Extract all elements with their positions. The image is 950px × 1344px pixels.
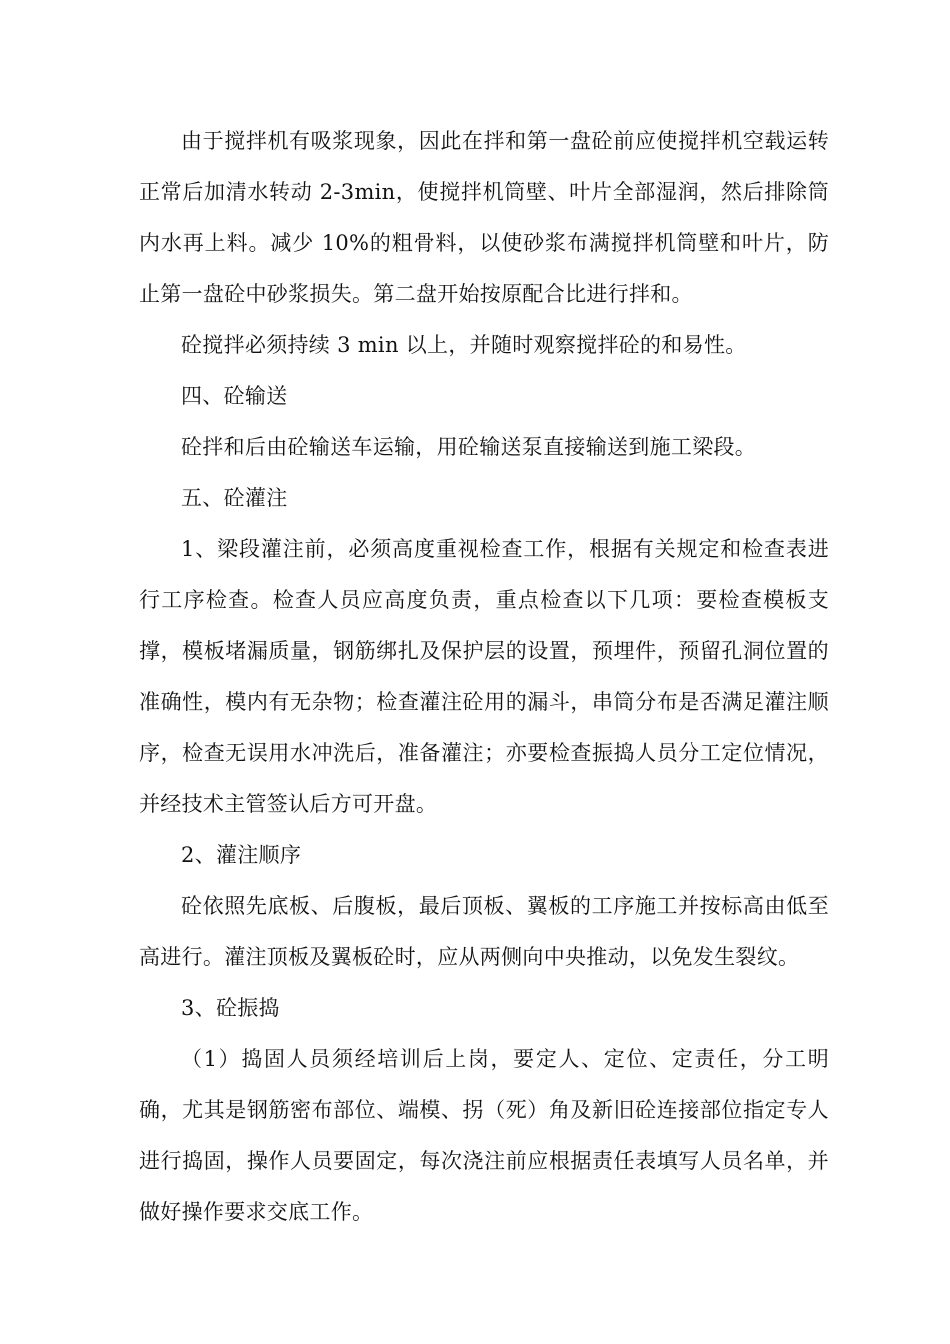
paragraph-vibration-staffing: （1）捣固人员须经培训后上岗，要定人、定位、定责任，分工明确，尤其是钢筋密布部位、端模、拐（死）角及新旧砼连接部位指定专人进行捣固，操作人员要固定，每次浇注前应根据责任表填写人员名单，并做好操作要求交底工作。 xyxy=(139,1047,829,1224)
paragraph-pre-pour-inspection: 1、梁段灌注前，必须高度重视检查工作，根据有关规定和检查表进行工序检查。检查人员应高度负责，重点检查以下几项：要检查模板支撑，模板堵漏质量，钢筋绑扎及保护层的设置，预埋件，预留孔洞位置的准确性，模内有无杂物；检查灌注砼用的漏斗，串筒分布是否满足灌注顺序，检查无误用水冲洗后，准备灌注；亦要检查振捣人员分工定位情况，并经技术主管签认后方可开盘。 xyxy=(139,537,829,816)
paragraph-mixer-priming: 由于搅拌机有吸浆现象，因此在拌和第一盘砼前应使搅拌机空载运转正常后加清水转动 2-3min，使搅拌机筒壁、叶片全部湿润，然后排除筒内水再上料。减少 10%的粗骨料，以使砂浆布满搅拌机筒壁和叶片，防止第一盘砼中砂浆损失。第二盘开始按原配合比进行拌和。 xyxy=(139,129,829,306)
section-heading-pouring: 五、砼灌注 xyxy=(181,486,288,510)
subheading-pour-sequence: 2、灌注顺序 xyxy=(181,843,302,867)
paragraph-transport: 砼拌和后由砼输送车运输，用砼输送泵直接输送到施工梁段。 xyxy=(181,435,757,459)
document-body xyxy=(139,116,829,1238)
paragraph-pour-sequence: 砼依照先底板、后腹板，最后顶板、翼板的工序施工并按标高由低至高进行。灌注顶板及翼板砼时，应从两侧向中央推动，以免发生裂纹。 xyxy=(139,894,829,969)
section-heading-transport: 四、砼输送 xyxy=(181,384,288,408)
subheading-vibration: 3、砼振捣 xyxy=(181,996,280,1020)
paragraph-mixing-duration: 砼搅拌必须持续 3 min 以上，并随时观察搅拌砼的和易性。 xyxy=(181,333,747,357)
